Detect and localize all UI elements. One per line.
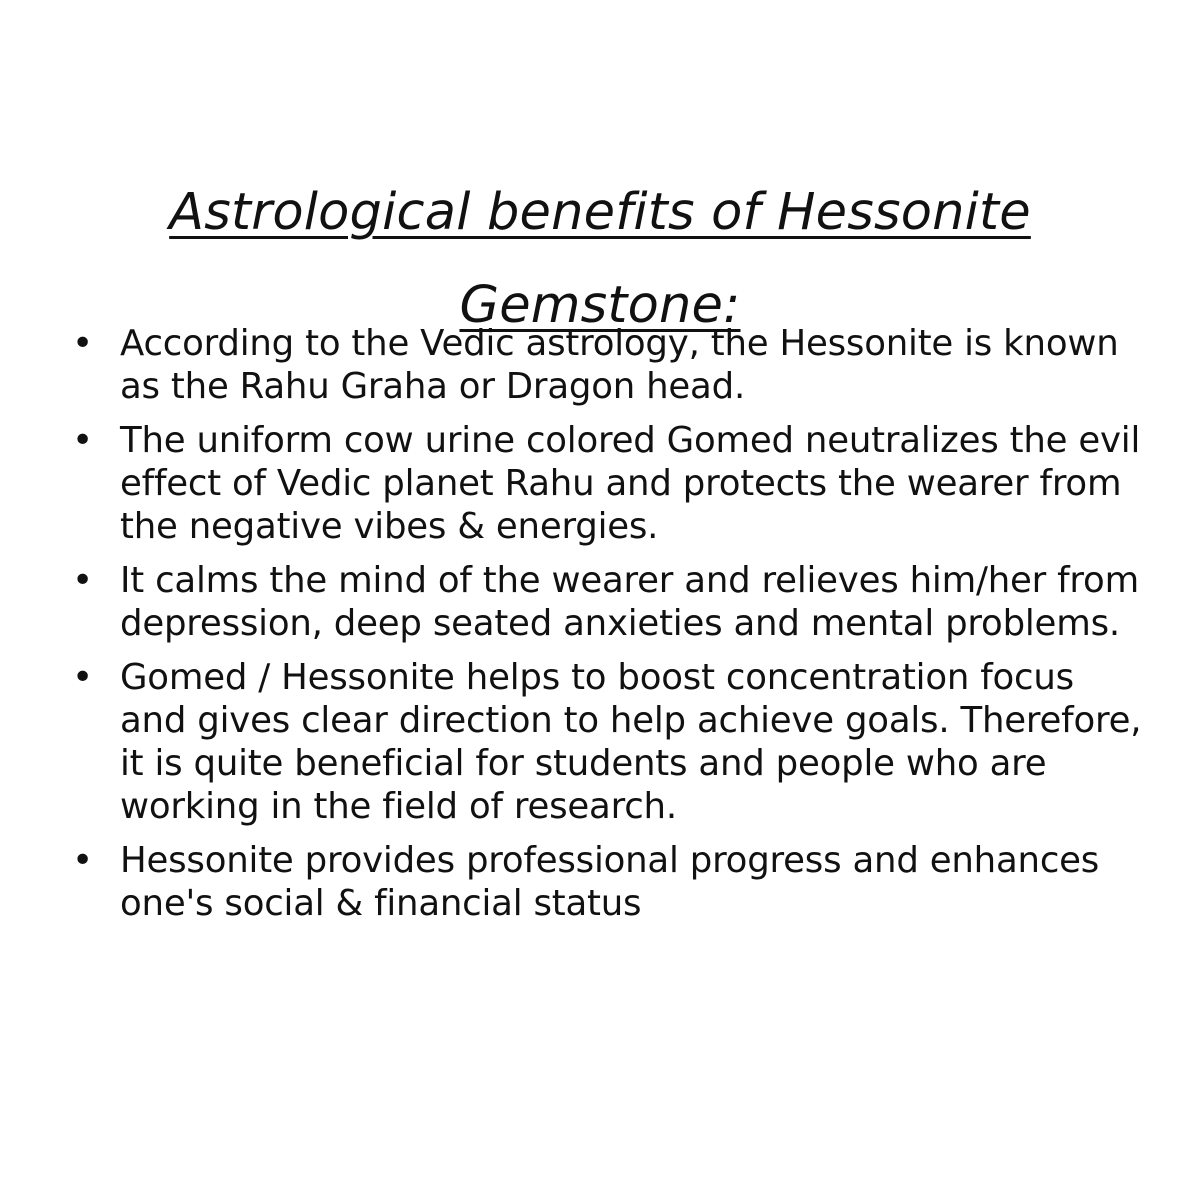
bullet-text: It calms the mind of the wearer and relieves him/her from depression, deep seated anxieties and mental problems.	[120, 560, 1139, 644]
bullet-text: Hessonite provides professional progress and enhances one's social & financial status	[120, 840, 1100, 924]
bullet-text: Gomed / Hessonite helps to boost concentration focus and gives clear direction to help achieve goals. Therefore, it is quite beneficial for students and people who are working in the field of research.	[120, 657, 1142, 827]
slide-title: Astrological benefits of Hessonite Gemstone:	[169, 183, 1031, 335]
bullet-icon: •	[72, 323, 94, 364]
bullet-item	[70, 559, 1150, 645]
bullet-text: According to the Vedic astrology, the Hessonite is known as the Rahu Graha or Dragon head.	[120, 323, 1119, 407]
bullet-icon: •	[72, 840, 94, 881]
bullet-item	[70, 322, 1150, 408]
bullet-list	[70, 322, 1150, 936]
bullet-text: The uniform cow urine colored Gomed neutralizes the evil effect of Vedic planet Rahu and protects the wearer from the negative vibes & energies.	[120, 420, 1141, 547]
bullet-item	[70, 839, 1150, 925]
bullet-item	[70, 656, 1150, 828]
bullet-icon: •	[72, 657, 94, 698]
bullet-icon: •	[72, 420, 94, 461]
bullet-icon: •	[72, 560, 94, 601]
bullet-item	[70, 419, 1150, 548]
